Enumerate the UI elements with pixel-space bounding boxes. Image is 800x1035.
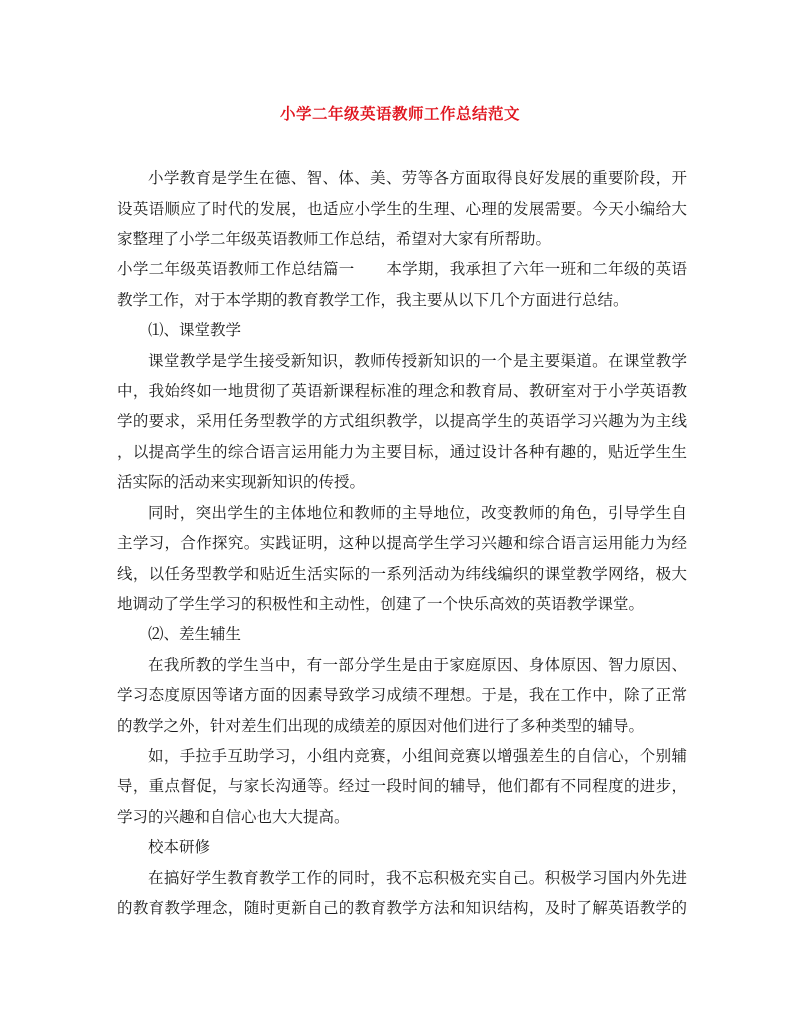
paragraph-line: 学习态度原因等诸方面的因素导致学习成绩不理想。于是，我在工作中，除了正常	[117, 686, 687, 704]
paragraph-line: 的教育教学理念，随时更新自己的教育教学方法和知识结构，及时了解英语教学的	[117, 899, 687, 917]
section-heading: ⑴、课堂教学	[148, 321, 242, 339]
paragraph-line: 小学教育是学生在德、智、体、美、劳等各方面取得良好发展的重要阶段，开	[148, 169, 687, 187]
paragraph-line: 学习的兴趣和自信心也大大提高。	[117, 808, 350, 826]
paragraph-line: 地调动了学生学习的积极性和主动性，创建了一个快乐高效的英语教学课堂。	[117, 595, 645, 613]
paragraph-line: 的教学之外，针对差生们出现的成绩差的原因对他们进行了多种类型的辅导。	[117, 717, 645, 735]
paragraph-line: 活实际的活动来实现新知识的传授。	[117, 473, 366, 491]
paragraph-line: 主学习，合作探究。实践证明，这种以提高学生学习兴趣和综合语言运用能力为经	[117, 534, 687, 552]
document-title: 小学二年级英语教师工作总结范文	[279, 104, 520, 123]
paragraph-line: 设英语顺应了时代的发展，也适应小学生的生理、心理的发展需要。今天小编给大	[117, 200, 687, 218]
paragraph-line: 导，重点督促，与家长沟通等。经过一段时间的辅导，他们都有不同程度的进步，	[117, 777, 687, 795]
paragraph-line: 在搞好学生教育教学工作的同时，我不忘积极充实自己。积极学习国内外先进	[148, 869, 687, 887]
paragraph-line: 线，以任务型教学和贴近生活实际的一系列活动为纬线编织的课堂教学网络，极大	[117, 565, 687, 583]
paragraph-line: 课堂教学是学生接受新知识，教师传授新知识的一个是主要渠道。在课堂教学	[148, 352, 687, 370]
paragraph-line: 如，手拉手互助学习，小组内竞赛，小组间竞赛以增强差生的自信心，个别辅	[148, 747, 687, 765]
section-heading: ⑵、差生辅生	[148, 625, 242, 643]
paragraph-line: 教学工作，对于本学期的教育教学工作，我主要从以下几个方面进行总结。	[117, 291, 629, 309]
paragraph-line: 同时，突出学生的主体地位和教师的主导地位，改变教师的角色，引导学生自	[148, 504, 687, 522]
paragraph-line: 小学二年级英语教师工作总结篇一 本学期，我承担了六年一班和二年级的英语	[117, 260, 687, 278]
paragraph-line: 学的要求，采用任务型教学的方式组织教学，以提高学生的英语学习兴趣为为主线	[117, 412, 687, 430]
section-heading: 校本研修	[148, 838, 211, 856]
paragraph-line: 家整理了小学二年级英语教师工作总结，希望对大家有所帮助。	[117, 230, 552, 248]
paragraph-line: 中，我始终如一地贯彻了英语新课程标准的理念和教育局、教研室对于小学英语教	[117, 382, 687, 400]
paragraph-line: 在我所教的学生当中，有一部分学生是由于家庭原因、身体原因、智力原因、	[148, 656, 687, 674]
paragraph-line: ，以提高学生的综合语言运用能力为主要目标，通过设计各种有趣的，贴近学生生	[117, 443, 687, 461]
